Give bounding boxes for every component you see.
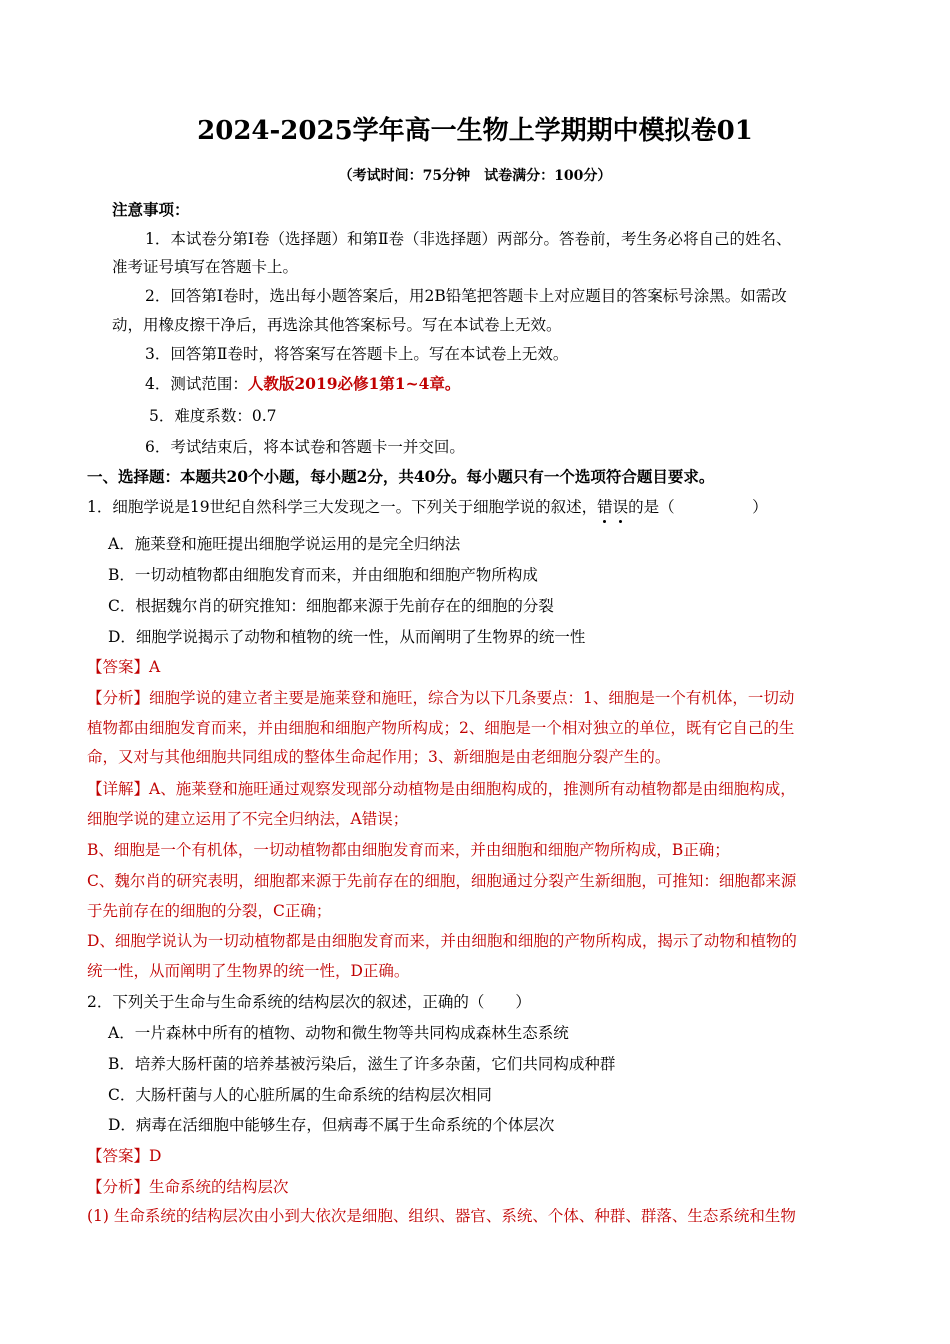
question-1-analysis-cont: 植物都由细胞发育而来，并由细胞和细胞产物所构成；2、细胞是一个相对独立的单位，既有它自己的生 xyxy=(87,719,795,737)
question-1-answer: 【答案】A xyxy=(87,658,161,676)
question-1-stem-end: 的是（ ） xyxy=(628,498,768,516)
question-1-detail-c: C、魏尔肖的研究表明，细胞都来源于先前存在的细胞，细胞通过分裂产生新细胞，可推知：细胞都来源 xyxy=(87,872,797,890)
emphasis-char: 错 xyxy=(597,498,613,516)
emphasis-char: 误 xyxy=(612,498,629,516)
question-1-stem xyxy=(87,496,768,518)
test-scope: 人教版2019必修1第1~4章。 xyxy=(247,374,461,393)
question-2-option-c: C．大肠杆菌与人的心脏所属的生命系统的结构层次相同 xyxy=(108,1086,492,1104)
question-1-detail-b: B、细胞是一个有机体，一切动植物都由细胞发育而来，并由细胞和细胞产物所构成，B正确； xyxy=(87,841,730,859)
question-1-detail-c-cont: 于先前存在的细胞的分裂，C正确； xyxy=(87,902,332,920)
question-2-option-d: D．病毒在活细胞中能够生存，但病毒不属于生命系统的个体层次 xyxy=(108,1116,555,1134)
question-2-analysis: 【分析】生命系统的结构层次 xyxy=(87,1178,289,1196)
exam-info: （考试时间：75分钟 试卷满分：100分） xyxy=(338,168,612,184)
section-heading: 一、选择题：本题共20个小题，每小题2分，共40分。每小题只有一个选项符合题目要求。 xyxy=(87,467,715,486)
notes-item-1-cont: 准考证号填写在答题卡上。 xyxy=(112,258,299,276)
question-1-option-a: A．施莱登和施旺提出细胞学说运用的是完全归纳法 xyxy=(108,535,461,553)
question-2-stem: 2．下列关于生命与生命系统的结构层次的叙述，正确的（ ） xyxy=(87,993,531,1011)
question-2-answer: 【答案】D xyxy=(87,1147,162,1165)
notes-item-2: 2．回答第Ⅰ卷时，选出每小题答案后，用2B铅笔把答题卡上对应题目的答案标号涂黑。如需改 xyxy=(145,287,787,305)
notes-item-1: 1．本试卷分第Ⅰ卷（选择题）和第Ⅱ卷（非选择题）两部分。答卷前，考生务必将自己的姓名、 xyxy=(145,230,792,248)
question-1-detail-d-cont: 统一性，从而阐明了生物界的统一性，D正确。 xyxy=(87,962,410,980)
notes-item-4-label: 4．测试范围： xyxy=(145,375,248,393)
question-1-detail: 【详解】A、施莱登和施旺通过观察发现部分动植物是由细胞构成的，推测所有动植物都是由细胞构成， xyxy=(87,780,796,798)
notes-item-2-cont: 动，用橡皮擦干净后，再选涂其他答案标号。写在本试卷上无效。 xyxy=(112,316,562,334)
question-1-option-c: C．根据魏尔肖的研究推知：细胞都来源于先前存在的细胞的分裂 xyxy=(108,597,554,615)
question-1-stem-text: 1．细胞学说是19世纪自然科学三大发现之一。下列关于细胞学说的叙述， xyxy=(87,498,598,516)
notes-item-3: 3．回答第Ⅱ卷时，将答案写在答题卡上。写在本试卷上无效。 xyxy=(145,345,569,363)
question-1-detail-d: D、细胞学说认为一切动植物都是由细胞发育而来，并由细胞和细胞的产物所构成，揭示了动物和植物的 xyxy=(87,932,797,950)
question-2-option-b: B．培养大肠杆菌的培养基被污染后，滋生了许多杂菌，它们共同构成种群 xyxy=(108,1055,616,1073)
page-title: 2024-2025学年高一生物上学期期中模拟卷01 xyxy=(197,116,753,146)
notes-item-4 xyxy=(145,373,460,395)
question-1-option-d: D．细胞学说揭示了动物和植物的统一性，从而阐明了生物界的统一性 xyxy=(108,628,586,646)
notes-item-6: 6．考试结束后，将本试卷和答题卡一并交回。 xyxy=(145,438,465,456)
question-1-analysis: 【分析】细胞学说的建立者主要是施莱登和施旺，综合为以下几条要点：1、细胞是一个有机体，一切动 xyxy=(87,689,795,707)
question-1-option-b: B．一切动植物都由细胞发育而来，并由细胞和细胞产物所构成 xyxy=(108,566,538,584)
notes-item-5: 5．难度系数：0.7 xyxy=(149,407,277,425)
question-2-option-a: A．一片森林中所有的植物、动物和微生物等共同构成森林生态系统 xyxy=(108,1024,569,1042)
question-2-analysis-cont: (1) 生命系统的结构层次由小到大依次是细胞、组织、器官、系统、个体、种群、群落、生态系统和生物 xyxy=(87,1207,796,1225)
question-1-detail-cont: 细胞学说的建立运用了不完全归纳法，A错误； xyxy=(87,810,409,828)
question-1-analysis-cont: 命，又对与其他细胞共同组成的整体生命起作用；3、新细胞是由老细胞分裂产生的。 xyxy=(87,748,671,766)
notes-heading: 注意事项： xyxy=(112,200,190,219)
